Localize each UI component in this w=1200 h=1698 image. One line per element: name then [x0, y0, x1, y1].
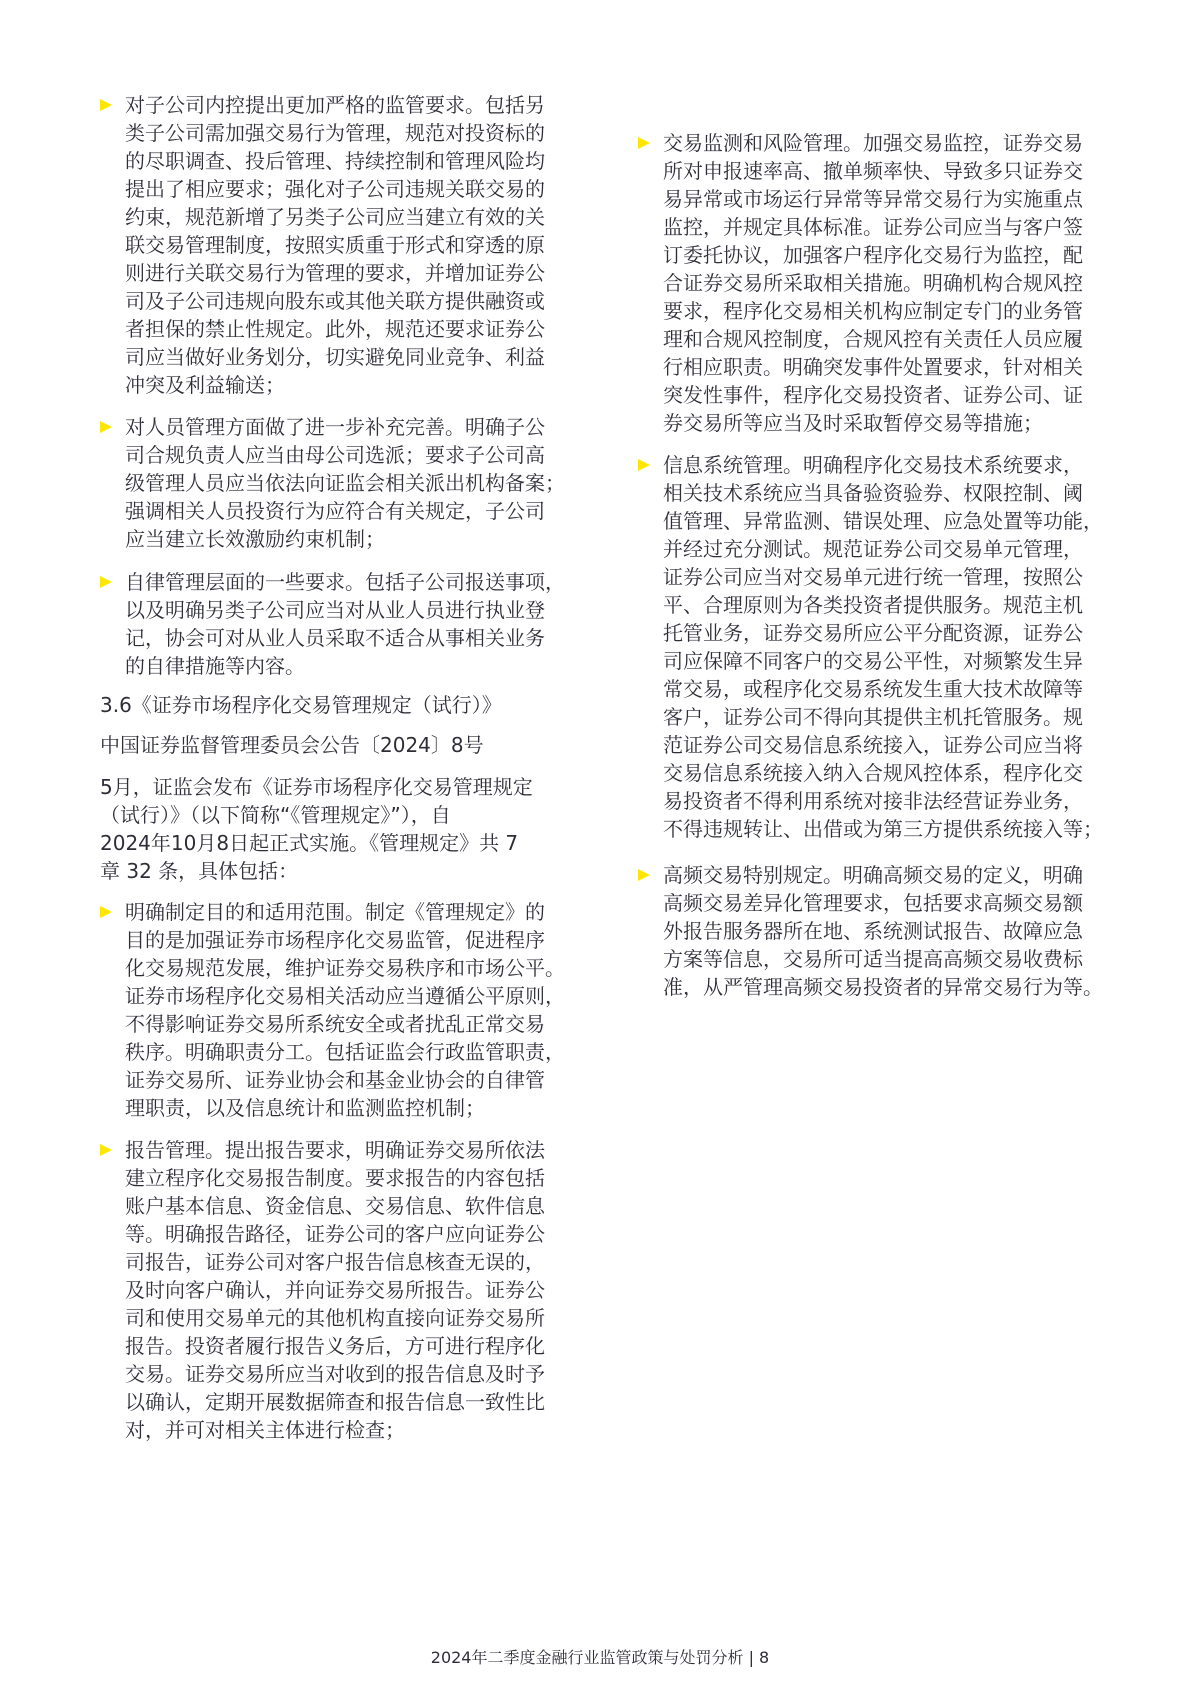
- text-line: 值管理、异常监测、错误处理、应急处置等功能，: [663, 509, 1103, 533]
- text-line: 报告。投资者履行报告义务后，方可进行程序化: [125, 1334, 545, 1358]
- text-line: 以确认，定期开展数据筛查和报告信息一致性比: [125, 1390, 545, 1414]
- text-line: 3.6《证券市场程序化交易管理规定（试行）》: [100, 693, 502, 717]
- text-line: 司应保障不同客户的交易公平性，对频繁发生异: [663, 649, 1083, 673]
- text-line: 5月，证监会发布《证券市场程序化交易管理规定: [100, 775, 533, 799]
- text-line: 2024年10月8日起正式实施。《管理规定》共 7: [100, 831, 519, 855]
- text-line: 化交易规范发展，维护证券交易秩序和市场公平。: [125, 956, 565, 980]
- text-line: 类子公司需加强交易行为管理，规范对投资标的: [125, 121, 545, 145]
- text-line: 级管理人员应当依法向证监会相关派出机构备案；: [125, 471, 565, 495]
- yellow-triangle-bullet-icon: [100, 99, 112, 111]
- text-line: 等。明确报告路径，证券公司的客户应向证券公: [125, 1222, 545, 1246]
- yellow-triangle-bullet-icon: [100, 906, 112, 918]
- text-line: 证券市场程序化交易相关活动应当遵循公平原则，: [125, 984, 565, 1008]
- text-line: 明确制定目的和适用范围。制定《管理规定》的: [125, 900, 545, 924]
- text-line: 司及子公司违规向股东或其他关联方提供融资或: [125, 289, 545, 313]
- text-line: 应当建立长效激励约束机制；: [125, 527, 385, 551]
- yellow-triangle-bullet-icon: [638, 459, 650, 471]
- text-line: 司应当做好业务划分，切实避免同业竞争、利益: [125, 345, 545, 369]
- text-line: 托管业务，证券交易所应公平分配资源，证券公: [663, 621, 1083, 645]
- yellow-triangle-bullet-icon: [100, 421, 112, 433]
- text-line: 及时向客户确认，并向证券交易所报告。证券公: [125, 1278, 545, 1302]
- text-line: 高频交易差异化管理要求，包括要求高频交易额: [663, 891, 1083, 915]
- text-line: 理和合规风控制度，合规风控有关责任人员应履: [663, 327, 1083, 351]
- text-line: 以及明确另类子公司应当对从业人员进行执业登: [125, 598, 545, 622]
- text-line: 对子公司内控提出更加严格的监管要求。包括另: [125, 93, 545, 117]
- text-line: 不得违规转让、出借或为第三方提供系统接入等；: [663, 817, 1103, 841]
- text-line: 监控，并规定具体标准。证券公司应当与客户签: [663, 215, 1083, 239]
- yellow-triangle-bullet-icon: [100, 1144, 112, 1156]
- text-line: 中国证券监督管理委员会公告〔2024〕8号: [100, 733, 484, 757]
- text-line: 并经过充分测试。规范证券公司交易单元管理，: [663, 537, 1083, 561]
- text-line: 准，从严管理高频交易投资者的异常交易行为等。: [663, 975, 1103, 999]
- text-line: 客户，证券公司不得向其提供主机托管服务。规: [663, 705, 1083, 729]
- text-line: 提出了相应要求；强化对子公司违规关联交易的: [125, 177, 545, 201]
- section-heading: [100, 691, 502, 719]
- text-line: 突发性事件，程序化交易投资者、证券公司、证: [663, 383, 1083, 407]
- text-line: 证券公司应当对交易单元进行统一管理，按照公: [663, 565, 1083, 589]
- text-line: 目的是加强证券市场程序化交易监管，促进程序: [125, 928, 545, 952]
- text-line: 券交易所等应当及时采取暂停交易等措施；: [663, 411, 1043, 435]
- text-line: 理职责，以及信息统计和监测监控机制；: [125, 1096, 485, 1120]
- text-line: 相关技术系统应当具备验资验券、权限控制、阈: [663, 481, 1083, 505]
- text-line: 司和使用交易单元的其他机构直接向证券交易所: [125, 1306, 545, 1330]
- text-line: 高频交易特别规定。明确高频交易的定义，明确: [663, 863, 1083, 887]
- text-line: 订委托协议，加强客户程序化交易行为监控，配: [663, 243, 1083, 267]
- text-line: 司报告，证券公司对客户报告信息核查无误的，: [125, 1250, 545, 1274]
- text-line: 章 32 条，具体包括：: [100, 859, 299, 883]
- publisher-line: [100, 731, 484, 759]
- text-line: （试行）》（以下简称“《管理规定》”），自: [100, 803, 451, 827]
- text-line: 合证券交易所采取相关措施。明确机构合规风控: [663, 271, 1083, 295]
- text-line: 的尽职调查、投后管理、持续控制和管理风险均: [125, 149, 545, 173]
- text-line: 行相应职责。明确突发事件处置要求，针对相关: [663, 355, 1083, 379]
- text-line: 的自律措施等内容。: [125, 654, 305, 678]
- text-line: 冲突及利益输送；: [125, 373, 285, 397]
- text-line: 秩序。明确职责分工。包括证监会行政监管职责，: [125, 1040, 565, 1064]
- text-line: 账户基本信息、资金信息、交易信息、软件信息: [125, 1194, 545, 1218]
- text-line: 联交易管理制度，按照实质重于形式和穿透的原: [125, 233, 545, 257]
- text-line: 报告管理。提出报告要求，明确证券交易所依法: [125, 1138, 545, 1162]
- text-line: 对，并可对相关主体进行检查；: [125, 1418, 405, 1442]
- text-line: 所对申报速率高、撤单频率快、导致多只证券交: [663, 159, 1083, 183]
- text-line: 方案等信息，交易所可适当提高高频交易收费标: [663, 947, 1083, 971]
- text-line: 自律管理层面的一些要求。包括子公司报送事项，: [125, 570, 565, 594]
- text-line: 易异常或市场运行异常等异常交易行为实施重点: [663, 187, 1083, 211]
- text-line: 对人员管理方面做了进一步补充完善。明确子公: [125, 415, 545, 439]
- text-line: 平、合理原则为各类投资者提供服务。规范主机: [663, 593, 1083, 617]
- text-line: 范证券公司交易信息系统接入，证券公司应当将: [663, 733, 1083, 757]
- text-line: 信息系统管理。明确程序化交易技术系统要求，: [663, 453, 1083, 477]
- yellow-triangle-bullet-icon: [638, 137, 650, 149]
- text-line: 易投资者不得利用系统对接非法经营证券业务，: [663, 789, 1083, 813]
- text-line: 交易监测和风险管理。加强交易监控，证券交易: [663, 131, 1083, 155]
- text-line: 交易信息系统接入纳入合规风控体系，程序化交: [663, 761, 1083, 785]
- text-line: 强调相关人员投资行为应符合有关规定，子公司: [125, 499, 545, 523]
- text-line: 交易。证券交易所应当对收到的报告信息及时予: [125, 1362, 545, 1386]
- text-line: 证券交易所、证券业协会和基金业协会的自律管: [125, 1068, 545, 1092]
- text-line: 不得影响证券交易所系统安全或者扰乱正常交易: [125, 1012, 545, 1036]
- text-line: 者担保的禁止性规定。此外，规范还要求证券公: [125, 317, 545, 341]
- text-line: 记，协会可对从业人员采取不适合从事相关业务: [125, 626, 545, 650]
- intro-paragraph: [100, 773, 533, 885]
- text-line: 常交易，或程序化交易系统发生重大技术故障等: [663, 677, 1083, 701]
- yellow-triangle-bullet-icon: [638, 869, 650, 881]
- text-line: 司合规负责人应当由母公司选派；要求子公司高: [125, 443, 545, 467]
- text-line: 建立程序化交易报告制度。要求报告的内容包括: [125, 1166, 545, 1190]
- page-footer: 2024年二季度金融行业监管政策与处罚分析 | 8: [430, 1648, 770, 1667]
- text-line: 则进行关联交易行为管理的要求，并增加证券公: [125, 261, 545, 285]
- yellow-triangle-bullet-icon: [100, 576, 112, 588]
- text-line: 约束，规范新增了另类子公司应当建立有效的关: [125, 205, 545, 229]
- text-line: 外报告服务器所在地、系统测试报告、故障应急: [663, 919, 1083, 943]
- text-line: 要求，程序化交易相关机构应制定专门的业务管: [663, 299, 1083, 323]
